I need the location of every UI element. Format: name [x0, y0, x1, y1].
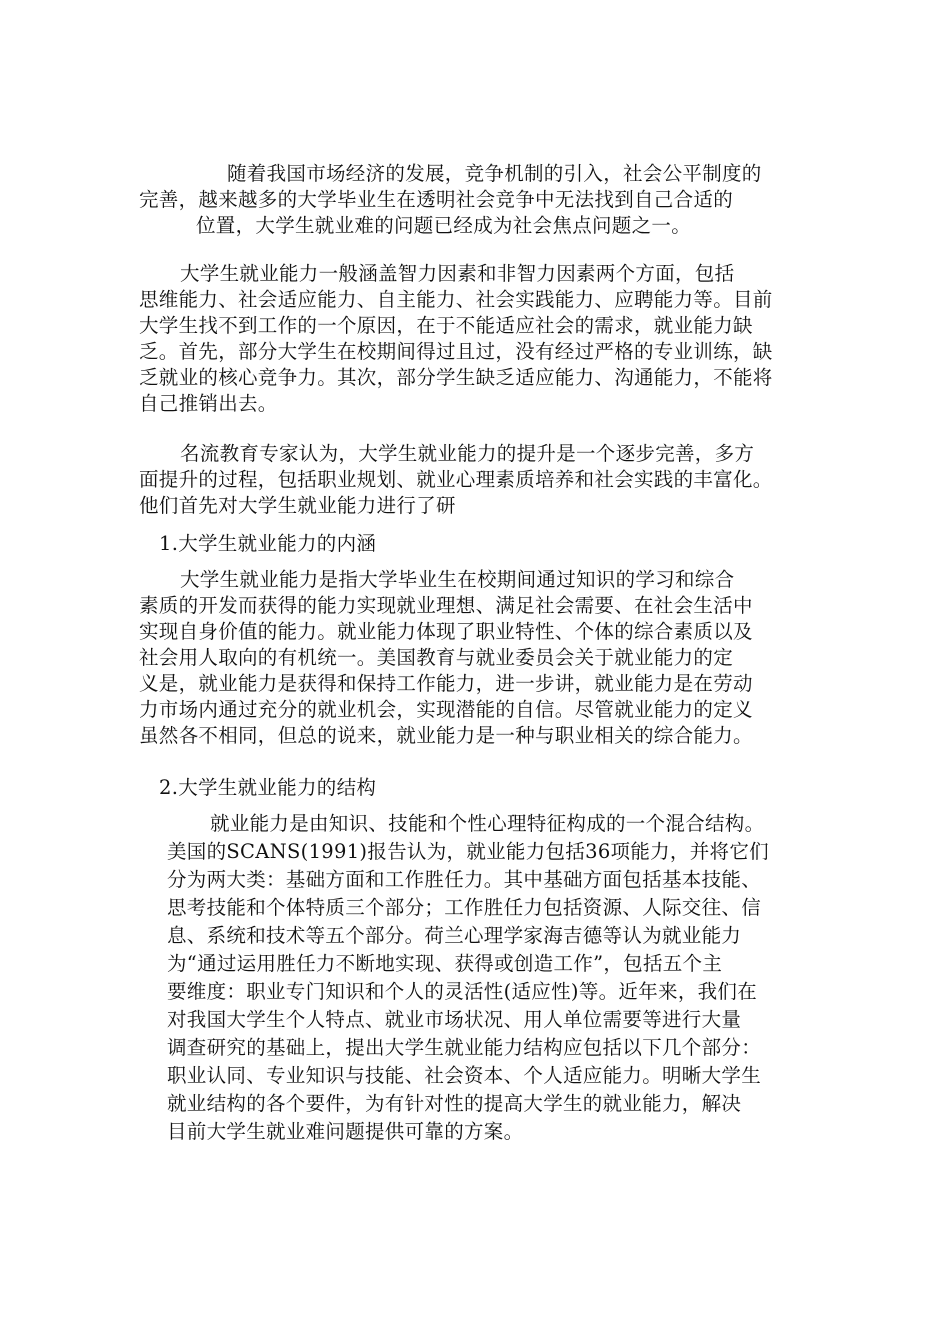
section-heading: 1.大学生就业能力的内涵: [159, 532, 377, 555]
paragraph-line: 思维能力、社会适应能力、自主能力、社会实践能力、应聘能力等。目前: [139, 288, 773, 311]
paragraph-line: 大学生找不到工作的一个原因，在于不能适应社会的需求，就业能力缺: [139, 314, 753, 337]
paragraph-line: 随着我国市场经济的发展，竞争机制的引入，社会公平制度的: [227, 162, 762, 185]
paragraph-line: 实现自身价值的能力。就业能力体现了职业特性、个体的综合素质以及: [139, 620, 753, 643]
paragraph-line: 他们首先对大学生就业能力进行了研: [139, 494, 456, 517]
paragraph-line: 虽然各不相同，但总的说来，就业能力是一种与职业相关的综合能力。: [139, 724, 753, 747]
paragraph-line: 分为两大类：基础方面和工作胜任力。其中基础方面包括基本技能、: [167, 868, 762, 891]
paragraph-line: 为“通过运用胜任力不断地实现、获得或创造工作”，包括五个主: [167, 952, 723, 975]
paragraph-line: 思考技能和个体特质三个部分；工作胜任力包括资源、人际交往、信: [167, 896, 762, 919]
paragraph-line: 大学生就业能力是指大学毕业生在校期间通过知识的学习和综合: [180, 568, 735, 591]
paragraph-line: 完善，越来越多的大学毕业生在透明社会竞争中无法找到自己合适的: [139, 188, 734, 211]
paragraph-line: 素质的开发而获得的能力实现就业理想、满足社会需要、在社会生活中: [139, 594, 753, 617]
paragraph-line: 自己推销出去。: [139, 392, 278, 415]
paragraph-line: 目前大学生就业难问题提供可靠的方案。: [167, 1120, 524, 1143]
section-heading: 2.大学生就业能力的结构: [159, 776, 377, 799]
paragraph-line: 调查研究的基础上，提出大学生就业能力结构应包括以下几个部分：: [167, 1036, 762, 1059]
paragraph-line: 面提升的过程，包括职业规划、就业心理素质培养和社会实践的丰富化。: [139, 468, 773, 491]
paragraph-line: 美国的SCANS(1991)报告认为，就业能力包括36项能力，并将它们: [167, 840, 769, 863]
paragraph-line: 息、系统和技术等五个部分。荷兰心理学家海吉德等认为就业能力: [167, 924, 742, 947]
paragraph-line: 名流教育专家认为，大学生就业能力的提升是一个逐步完善，多方: [180, 442, 755, 465]
paragraph-line: 大学生就业能力一般涵盖智力因素和非智力因素两个方面，包括: [180, 262, 735, 285]
paragraph-line: 就业结构的各个要件，为有针对性的提高大学生的就业能力，解决: [167, 1092, 742, 1115]
paragraph-line: 乏。首先，部分大学生在校期间得过且过，没有经过严格的专业训练，缺: [139, 340, 773, 363]
paragraph-line: 乏就业的核心竞争力。其次，部分学生缺乏适应能力、沟通能力，不能将: [139, 366, 773, 389]
paragraph-line: 力市场内通过充分的就业机会，实现潜能的自信。尽管就业能力的定义: [139, 698, 753, 721]
paragraph-line: 位置，大学生就业难的问题已经成为社会焦点问题之一。: [196, 214, 692, 237]
paragraph-line: 对我国大学生个人特点、就业市场状况、用人单位需要等进行大量: [167, 1008, 742, 1031]
paragraph-line: 要维度：职业专门知识和个人的灵活性(适应性)等。近年来，我们在: [167, 980, 758, 1003]
paragraph-line: 职业认同、专业知识与技能、社会资本、个人适应能力。明晰大学生: [167, 1064, 762, 1087]
paragraph-line: 义是，就业能力是获得和保持工作能力，进一步讲，就业能力是在劳动: [139, 672, 753, 695]
paragraph-line: 就业能力是由知识、技能和个性心理特征构成的一个混合结构。: [210, 812, 765, 835]
paragraph-line: 社会用人取向的有机统一。美国教育与就业委员会关于就业能力的定: [139, 646, 734, 669]
